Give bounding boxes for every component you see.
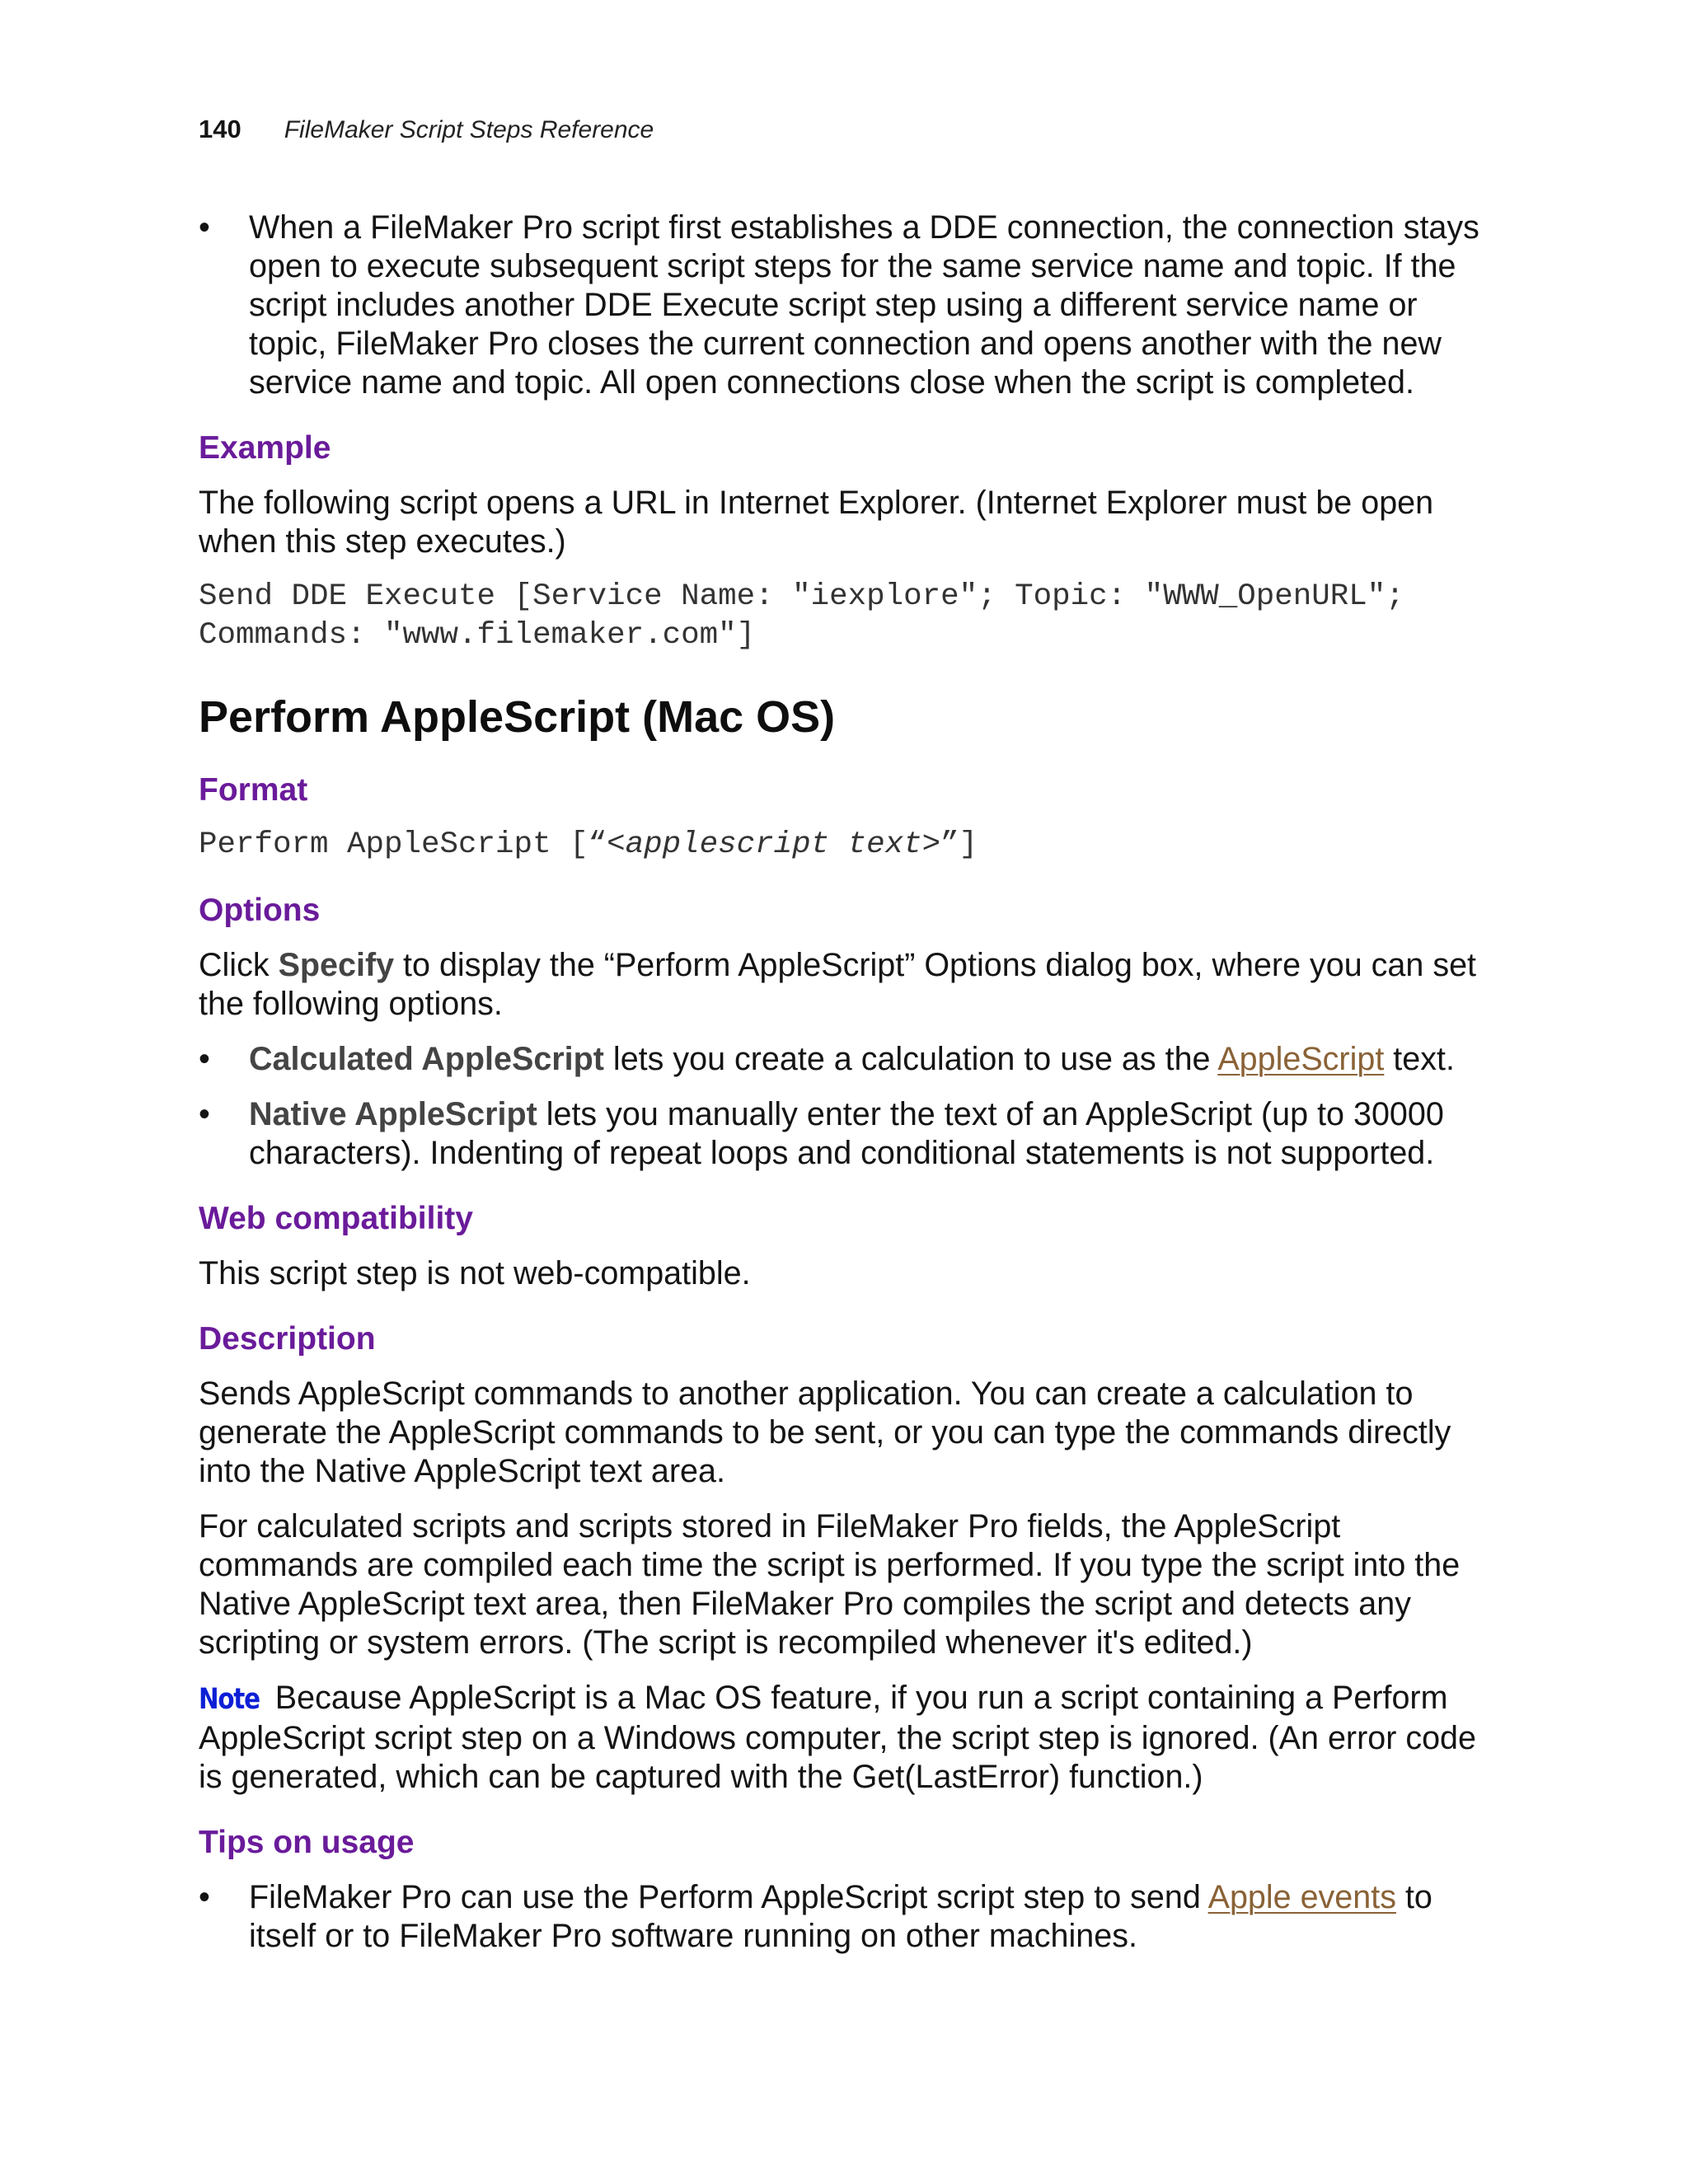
example-code xyxy=(199,578,1497,655)
intro-bullet-text: When a FileMaker Pro script first establishes a DDE connection, the connection stays open to execute subsequent script steps for the same service name and topic. If the script includes another DDE Execute script step using a different service name or topic, FileMaker Pro closes the current connection and opens another with the new service name and topic. All open connections close when the script is completed. xyxy=(249,209,1479,401)
bullet-icon: • xyxy=(199,1879,210,1915)
description-heading: Description xyxy=(199,1321,376,1357)
running-header xyxy=(199,115,654,151)
bullet-icon: • xyxy=(199,1041,210,1077)
calculated-applescript-term: Calculated AppleScript xyxy=(249,1041,604,1077)
bullet-icon: • xyxy=(199,1096,210,1132)
example-code-line-1: Send DDE Execute [Service Name: "iexplore"; Topic: "WWW_OpenURL"; xyxy=(199,579,1404,614)
tip-1-text-end: to itself or to FileMaker Pro software running on other machines. xyxy=(249,1879,1432,1954)
native-applescript-term: Native AppleScript xyxy=(249,1096,537,1132)
apple-events-link[interactable]: Apple events xyxy=(1207,1879,1396,1915)
list-item xyxy=(199,1040,1497,1079)
note-paragraph xyxy=(199,1679,1497,1797)
format-code-parameter: <applescript text> xyxy=(607,827,941,862)
options-heading: Options xyxy=(199,893,321,928)
tips-heading: Tips on usage xyxy=(199,1825,415,1860)
header-title: FileMaker Script Steps Reference xyxy=(284,116,654,143)
page-content xyxy=(199,209,1497,1972)
example-code-line-2: Commands: "www.filemaker.com"] xyxy=(199,618,756,653)
section-title: Perform AppleScript (Mac OS) xyxy=(199,692,836,742)
note-label: Note xyxy=(199,1683,260,1716)
options-list xyxy=(199,1040,1497,1173)
page-number: 140 xyxy=(199,115,241,143)
format-code xyxy=(199,826,1497,865)
option-1-text-end: text. xyxy=(1384,1041,1455,1077)
specify-term: Specify xyxy=(278,947,395,983)
intro-bullet-list xyxy=(199,209,1497,402)
description-paragraph-1: Sends AppleScript commands to another application. You can create a calculation to generate the AppleScript commands to be sent, or you can type the commands directly into the Native AppleScript text area. xyxy=(199,1376,1451,1489)
example-heading: Example xyxy=(199,430,331,466)
bullet-icon: • xyxy=(199,209,210,246)
example-text: The following script opens a URL in Internet Explorer. (Internet Explorer must be open when this step executes.) xyxy=(199,485,1434,560)
note-text: Because AppleScript is a Mac OS feature, if you run a script containing a Perform AppleScript script step on a Windows computer, the script step is ignored. (An error code is generated, which can be captured with the Get(LastError) function.) xyxy=(199,1680,1476,1795)
option-1-text: lets you create a calculation to use as the xyxy=(603,1041,1218,1077)
option-2-text: lets you manually enter the text of an AppleScript (up to 30000 characters). Indenting of repeat loops and conditional statements is not supported. xyxy=(249,1096,1444,1171)
tip-1-text: FileMaker Pro can use the Perform AppleScript script step to send xyxy=(249,1879,1208,1915)
web-compatibility-text: This script step is not web-compatible. xyxy=(199,1255,751,1291)
description-paragraph-2: For calculated scripts and scripts stored in FileMaker Pro fields, the AppleScript commands are compiled each time the script is performed. If you type the script into the Native AppleScript text area, then FileMaker Pro compiles the script and detects any scripting or system errors. (The script is recompiled whenever it's edited.) xyxy=(199,1508,1461,1661)
format-heading: Format xyxy=(199,772,308,808)
list-item xyxy=(199,209,1497,402)
list-item xyxy=(199,1095,1497,1173)
format-code-suffix: ”] xyxy=(940,827,978,862)
tips-list xyxy=(199,1878,1497,1956)
options-intro xyxy=(199,946,1497,1024)
list-item xyxy=(199,1878,1497,1956)
web-compatibility-heading: Web compatibility xyxy=(199,1201,473,1236)
options-intro-before: Click xyxy=(199,947,279,983)
options-intro-after: to display the “Perform AppleScript” Options dialog box, where you can set the following options. xyxy=(199,947,1477,1022)
applescript-link[interactable]: AppleScript xyxy=(1217,1041,1385,1077)
format-code-prefix: Perform AppleScript [“ xyxy=(199,827,607,862)
